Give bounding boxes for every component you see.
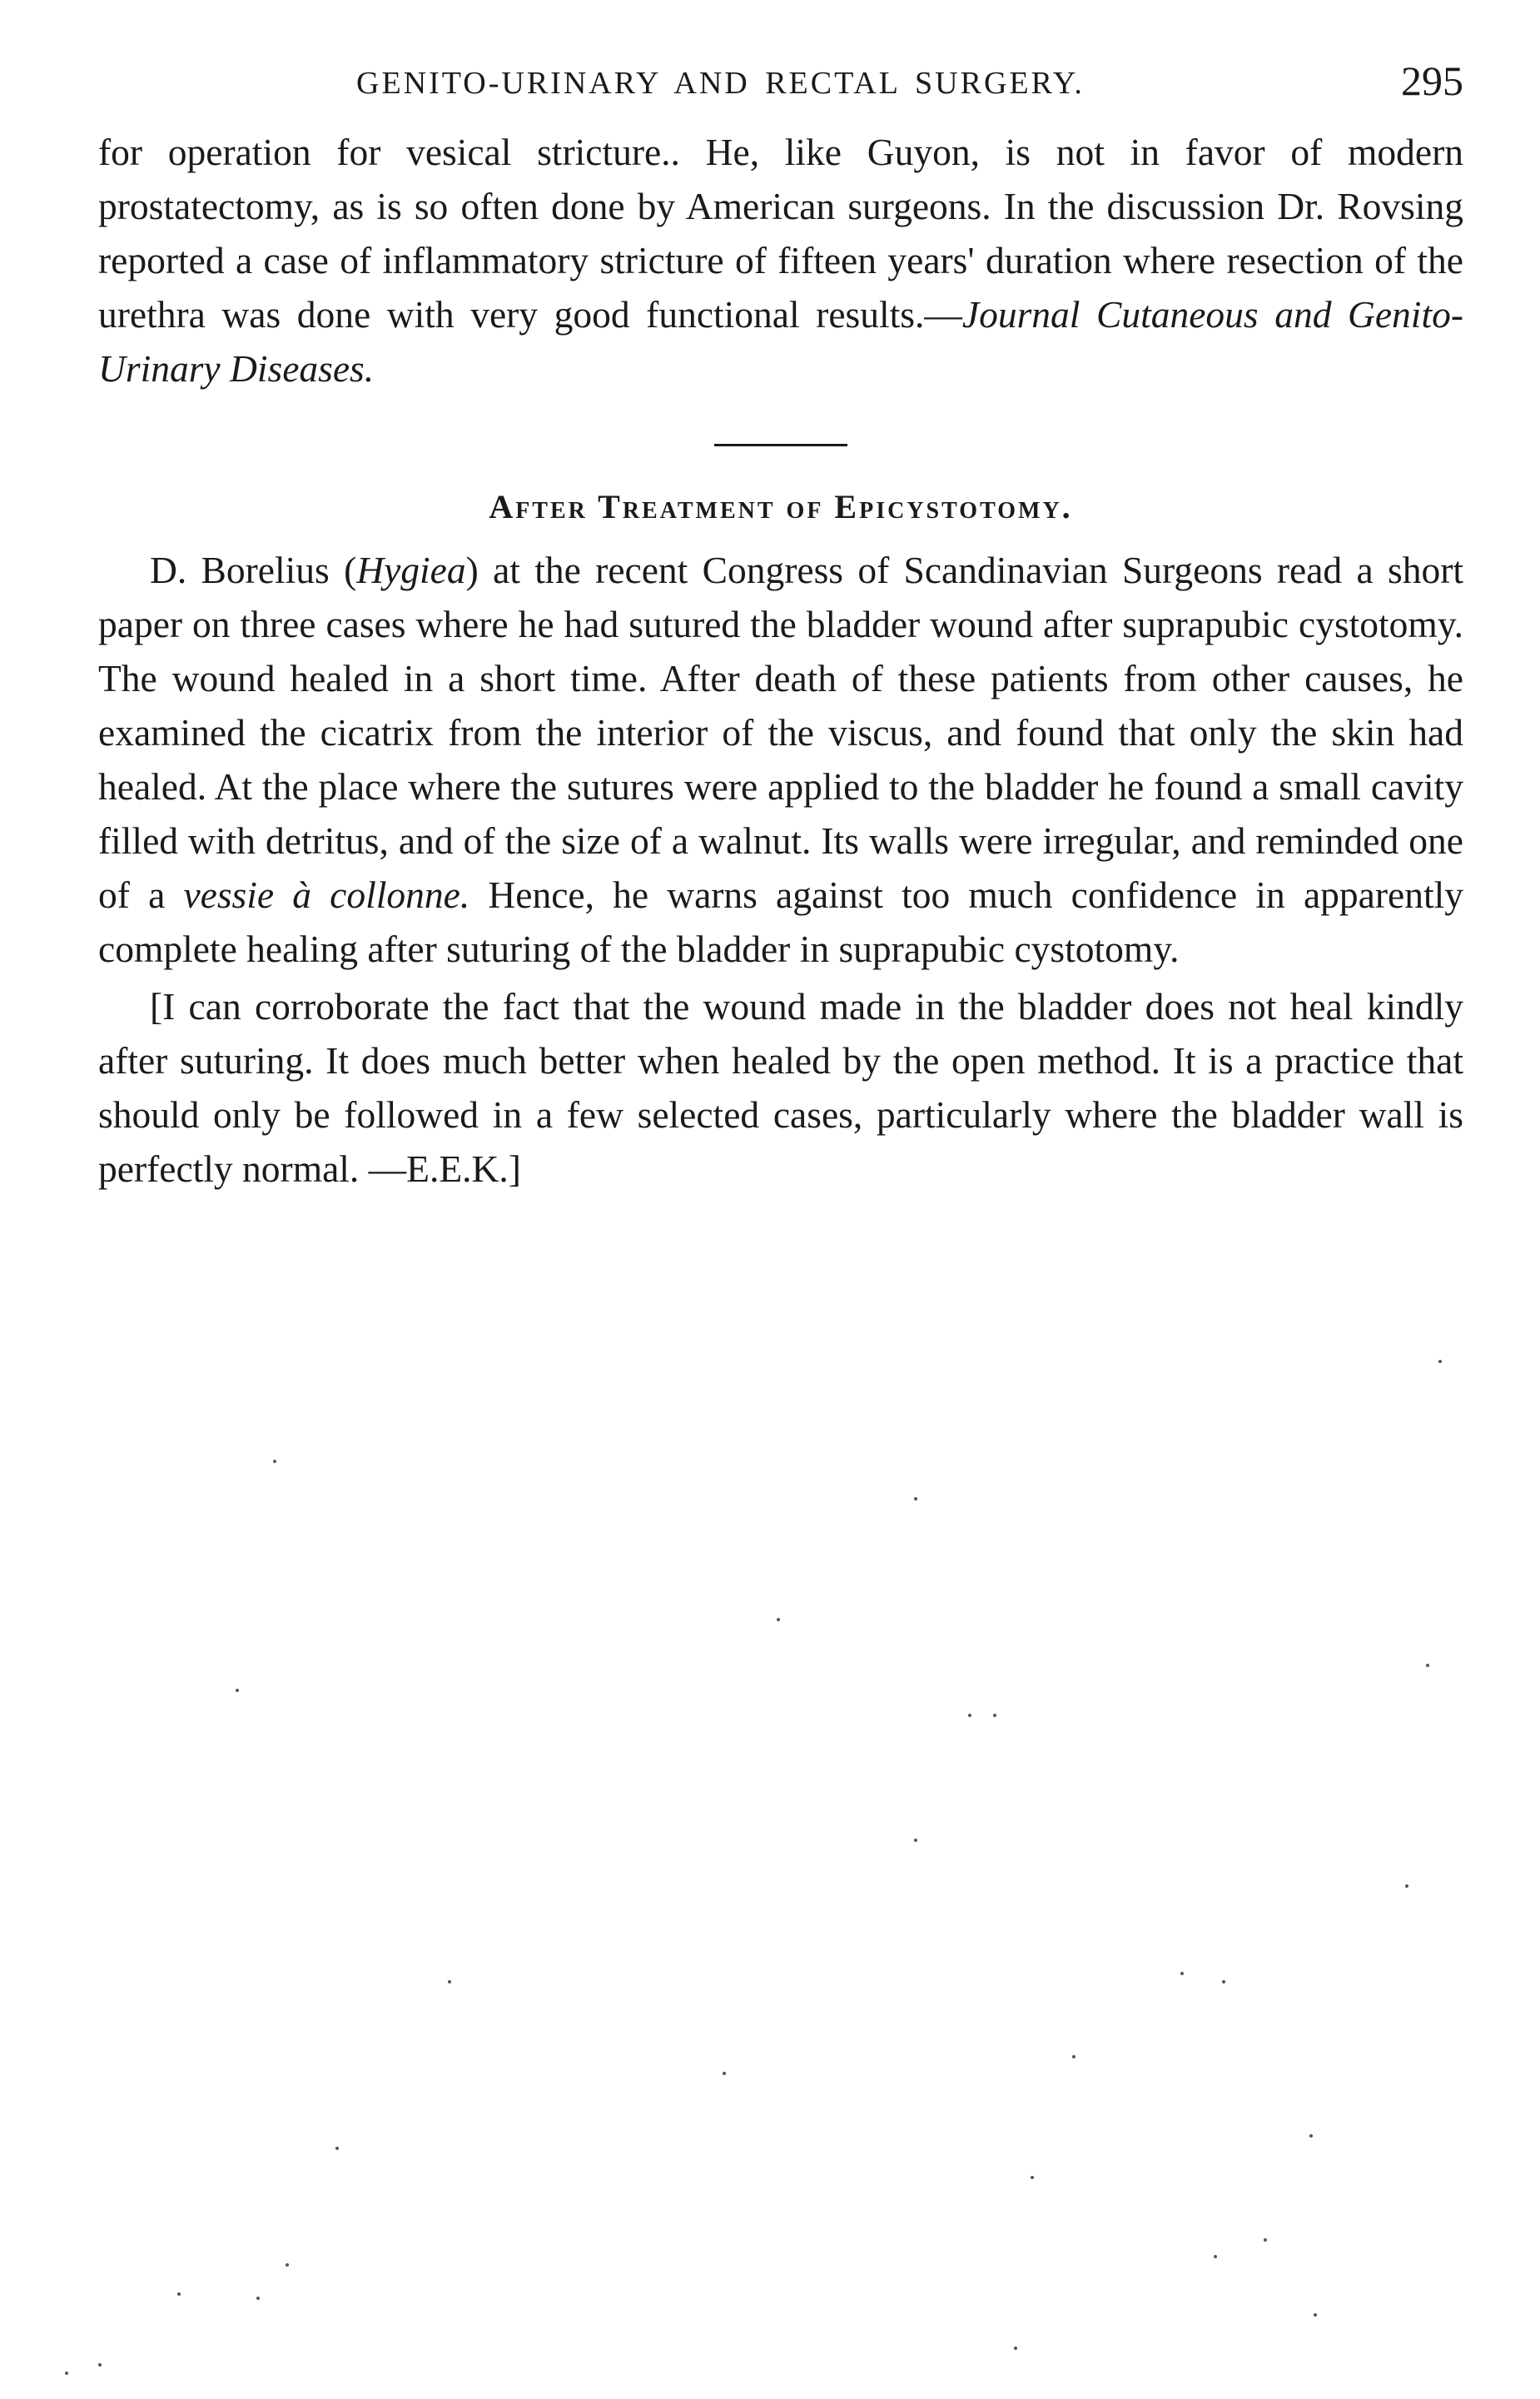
editor-note-paragraph: [I can corroborate the fact that the wound made in the bladder does not heal kindly after suturing. It does much better when healed by the open method. It is a practice that should only be followed in a few selected cases, particularly where the bladder wall is perfectly normal. —E.E.K.] (98, 985, 1463, 1190)
paragraph-1-part-a: D. Borelius ( (150, 549, 357, 591)
page-number: 295 (1401, 57, 1463, 104)
paragraph-1-part-c: Hence, he warns against too much confidence in apparently complete healing after suturing of the bladder in suprapubic cystotomy. (98, 873, 1463, 970)
paragraph-1-part-b: ) at the recent Congress of Scandinavian Surgeons read a short paper on three cases where he had sutured the bladder wound after suprapubic cystotomy. The wound healed in a short time. After death of these patients from other causes, he examined the cicatrix from the interior of the viscus, and found that only the skin had healed. At the place where the sutures were applied to the bladder he found a small cavity filled with detritus, and of the size of a walnut. Its walls were irregular, and reminded one of a (98, 549, 1463, 916)
section-divider (714, 444, 847, 446)
continuation-text: for operation for vesical stricture.. He, like Guyon, is not in favor of modern prostatectomy, as is so often done by American surgeons. In the discussion Dr. Rovsing reported a case of inflammatory stricture of fifteen years' duration where resection of the urethra was done with very good functional results.— (98, 131, 1463, 336)
running-head (98, 50, 1463, 125)
article-heading: After Treatment of Epicystotomy. (489, 488, 1073, 525)
continuation-paragraph (98, 125, 1463, 396)
article-paragraph-1 (98, 543, 1463, 976)
french-term: vessie à collonne. (183, 873, 470, 916)
running-title: GENITO-URINARY AND RECTAL SURGERY. (356, 66, 1085, 101)
journal-name: Hygiea (356, 549, 466, 591)
book-page (98, 50, 1463, 1196)
source-citation: Journal Cutaneous and Genito-Urinary Diseases. (98, 293, 1463, 390)
